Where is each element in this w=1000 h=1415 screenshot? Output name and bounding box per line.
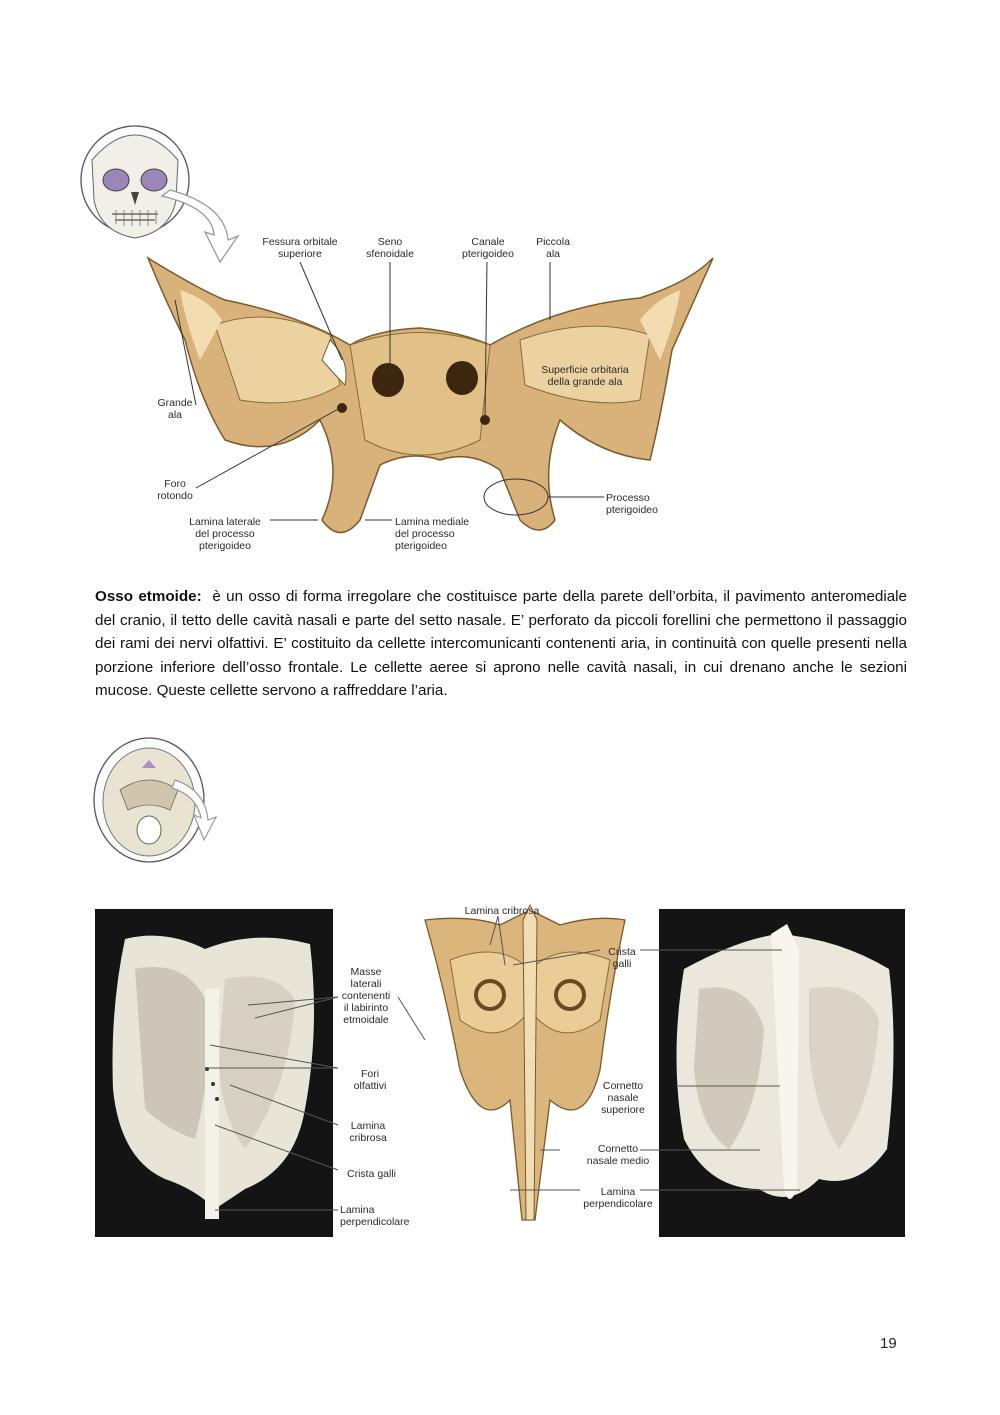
paragraph-heading: Osso etmoide:	[95, 588, 202, 605]
label-masse-laterali: Masse laterali contenenti il labirinto etmoidale	[341, 966, 391, 1026]
label-processo-pterigoideo: Processo pterigoideo	[606, 492, 658, 516]
label-lamina-perpendicolare-left: Lamina perpendicolare	[340, 1204, 410, 1228]
label-fori-olfattivi: Fori olfattivi	[353, 1068, 387, 1092]
page-number: 19	[880, 1335, 897, 1352]
sphenoid-figure	[0, 0, 1000, 570]
skull-base-thumbnail	[80, 730, 230, 870]
label-cornetto-superiore: Cornetto nasale superiore	[601, 1080, 645, 1116]
label-canale-pterigoideo: Canale pterigoideo	[462, 236, 514, 260]
label-grande-ala: Grande ala	[157, 397, 193, 421]
paragraph-body: è un osso di forma irregolare che costituisce parte della parete dell’orbita, il pavimento anteromediale del cranio, il tetto delle cavità nasali e parte del setto nasale. E’ perforato da piccoli forellini che permettono il passaggio dei rami dei nervi olfattivi. E’ costituito da cellette intercomunicanti contenenti aria, in continuità con quelle presenti nella porzione inferiore dell’osso frontale. Le cellette aeree si aprono nelle cavità nasali, in cui drenano anche le sezioni mucose. Queste cellette servono a raffreddare l’aria.	[95, 588, 907, 700]
label-cornetto-medio: Cornetto nasale medio	[586, 1143, 650, 1167]
label-lamina-cribrosa-top: Lamina cribrosa	[464, 905, 540, 917]
ethmoid-photo-right	[659, 909, 905, 1237]
label-crista-galli-right: Crista galli	[608, 946, 636, 970]
label-piccola-ala: Piccola ala	[536, 236, 570, 260]
ethmoid-description	[95, 585, 907, 703]
label-lamina-cribrosa-left: Lamina cribrosa	[349, 1120, 387, 1144]
label-superficie-orbitaria: Superficie orbitaria della grande ala	[541, 364, 629, 388]
label-seno-sfenoidale: Seno sfenoidale	[366, 236, 414, 260]
label-lamina-mediale: Lamina mediale del processo pterigoideo	[395, 516, 470, 552]
skull-thumbnail	[81, 126, 189, 238]
label-crista-galli-left: Crista galli	[347, 1168, 397, 1180]
label-lamina-laterale: Lamina laterale del processo pterigoideo	[189, 516, 261, 552]
label-fessura-orbitale: Fessura orbitale superiore	[262, 236, 338, 260]
ethmoid-photo-left	[95, 909, 333, 1237]
label-lamina-perpendicolare-right: Lamina perpendicolare	[583, 1186, 653, 1210]
label-foro-rotondo: Foro rotondo	[157, 478, 193, 502]
